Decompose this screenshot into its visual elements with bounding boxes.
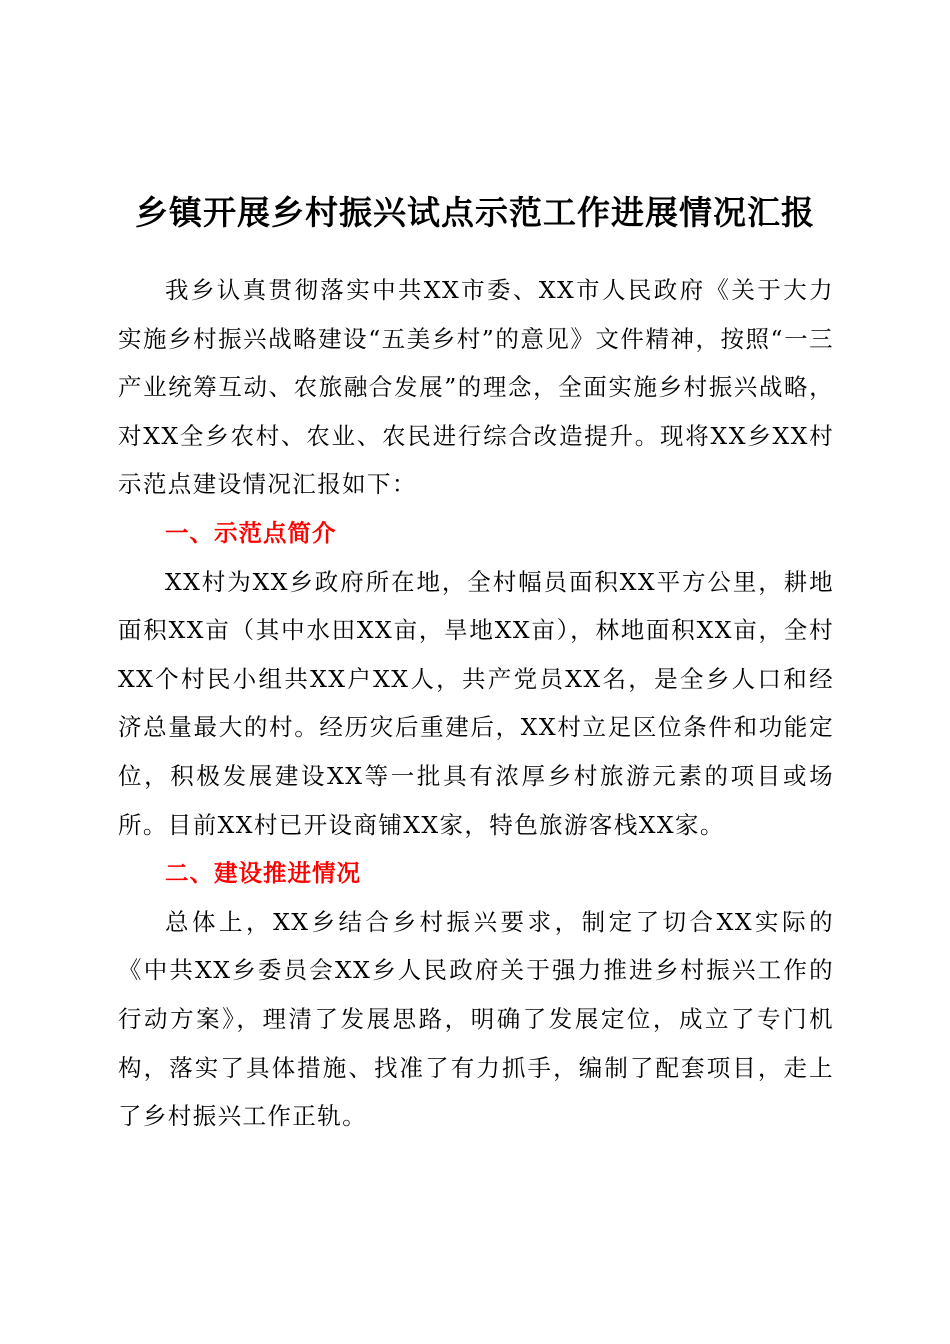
section-body-overview: XX村为XX乡政府所在地，全村幅员面积XX平方公里，耕地面积XX亩（其中水田XX亩，旱地XX亩），林地面积XX亩，全村XX个村民小组共XX户XX人，共产党员XX名，是全乡人口和经济总量最大的村。经历灾后重建后，XX村立足区位条件和功能定位，积极发展建设XX等一批具有浓厚乡村旅游元素的项目或场所。目前XX村已开设商铺XX家，特色旅游客栈XX家。 <box>118 567 834 839</box>
document-title: 乡镇开展乡村振兴试点示范工作进展情况汇报 <box>135 193 815 232</box>
document-body <box>118 266 834 1141</box>
intro-paragraph: 我乡认真贯彻落实中共XX市委、XX市人民政府《关于大力实施乡村振兴战略建设“五美乡村”的意见》文件精神，按照“一三产业统筹互动、农旅融合发展”的理念，全面实施乡村振兴战略，对XX全乡农村、农业、农民进行综合改造提升。现将XX乡XX村示范点建设情况汇报如下： <box>118 276 834 499</box>
section-heading-progress: 二、建设推进情况 <box>165 859 361 888</box>
section-body-progress: 总体上，XX乡结合乡村振兴要求，制定了切合XX实际的《中共XX乡委员会XX乡人民政府关于强力推进乡村振兴工作的行动方案》，理清了发展思路，明确了发展定位，成立了专门机构，落实了具体措施、找准了有力抓手，编制了配套项目，走上了乡村振兴工作正轨。 <box>118 907 834 1131</box>
section-heading-overview: 一、示范点简介 <box>165 518 337 547</box>
